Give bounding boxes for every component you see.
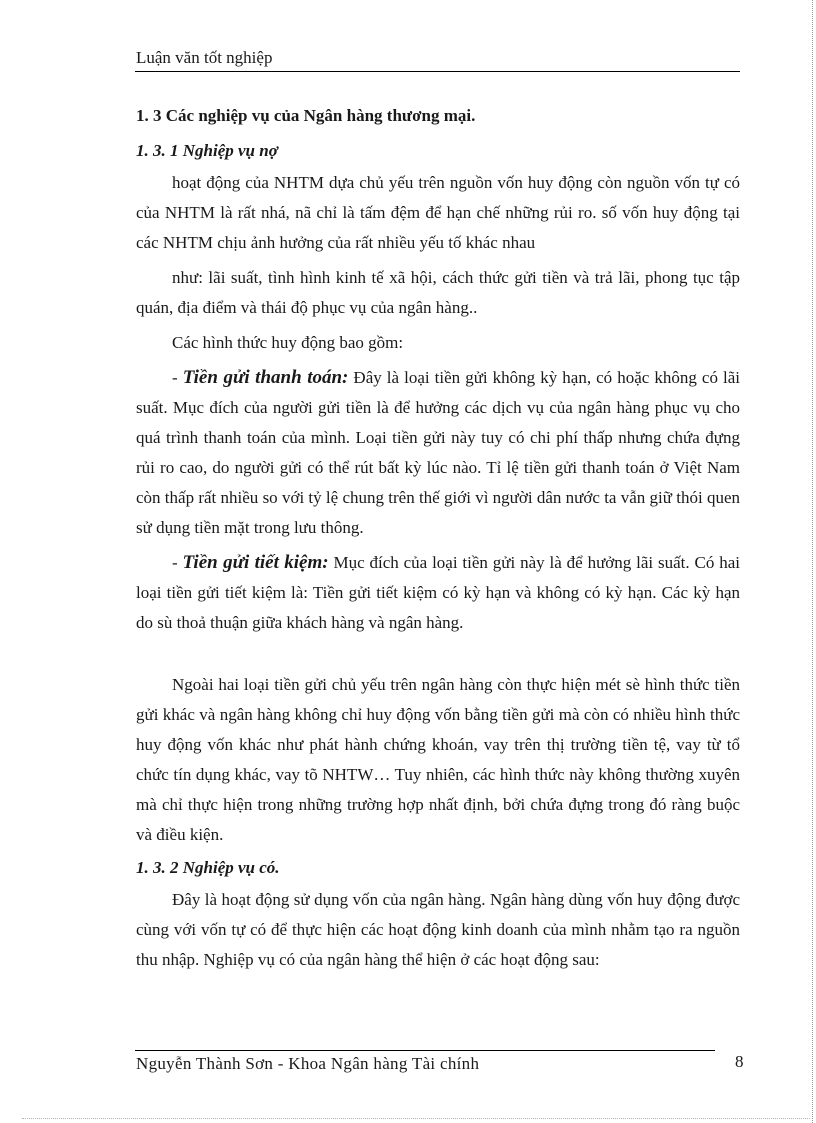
item-text: Mục đích của loại tiền gửi này là để hưởng lãi suất. Có hai loại tiền gửi tiết kiệm là: Tiền gửi tiết kiệm có kỳ hạn và không có kỳ hạn. Các kỳ hạn do sù thoả thuận giữa khách hàng và ngân hàng. xyxy=(136,553,740,632)
running-footer: Nguyễn Thành Sơn - Khoa Ngân hàng Tài chính xyxy=(136,1054,480,1073)
section-heading: 1. 3 Các nghiệp vụ của Ngân hàng thương mại. xyxy=(136,106,476,125)
running-header: Luận văn tốt nghiệp xyxy=(136,48,273,67)
paragraph: Các hình thức huy động bao gồm: xyxy=(172,333,404,352)
list-dash: - xyxy=(172,368,183,387)
page-number: 8 xyxy=(735,1052,744,1071)
subsection-heading-liabilities: 1. 3. 1 Nghiệp vụ nợ xyxy=(136,141,278,160)
term-savings-deposit: Tiền gửi tiết kiệm: xyxy=(182,552,329,573)
item-text: Đây là loại tiền gửi không kỳ hạn, có hoặc không có lãi suất. Mục đích của người gửi tiền là để hưởng các dịch vụ của ngân hàng phục vụ cho quá trình thanh toán của mình. Loại tiền gửi này tuy có chi phí thấp nhưng chứa đựng rủi ro cao, do người gửi có thể rút bất kỳ lúc nào. Tỉ lệ tiền gửi thanh toán ở Việt Nam còn thấp rất nhiều so với tỷ lệ chung trên thế giới vì người dân nước ta vẫn giữ thói quen sử dụng tiền mặt trong lưu thông. xyxy=(136,368,741,537)
footer-rule xyxy=(135,1050,715,1051)
term-demand-deposit: Tiền gửi thanh toán: xyxy=(182,367,349,388)
page-body xyxy=(136,98,740,975)
list-dash: - xyxy=(172,553,183,572)
paragraph: như: lãi suất, tình hình kinh tế xã hội, cách thức gửi tiền và trả lãi, phong tục tập quán, địa điểm và thái độ phục vụ của ngân hàng.. xyxy=(136,268,740,317)
list-item-demand-deposit xyxy=(136,363,740,543)
header-rule xyxy=(135,71,740,72)
paragraph: Ngoài hai loại tiền gửi chủ yếu trên ngân hàng còn thực hiện mét sè hình thức tiền gửi khác và ngân hàng không chỉ huy động vốn bằng tiền gửi mà còn có nhiều hình thức huy động vốn khác như phát hành chứng khoán, vay trên thị trường tiền tệ, vay từ tổ chức tín dụng khác, vay tõ NHTW… Tuy nhiên, các hình thức này không thường xuyên mà chỉ thực hiện trong những trường hợp nhất định, bởi chứa đựng trong đó ràng buộc và điều kiện. xyxy=(136,675,740,844)
page-bottom-edge xyxy=(22,1118,810,1119)
paragraph: hoạt động của NHTM dựa chủ yếu trên nguồn vốn huy động còn nguồn vốn tự có của NHTM là rất nhá, nã chỉ là tấm đệm để hạn chế những rủi ro. số vốn huy động tại các NHTM chịu ảnh hưởng của rất nhiều yếu tố khác nhau xyxy=(136,173,740,252)
paragraph: Đây là hoạt động sử dụng vốn của ngân hàng. Ngân hàng dùng vốn huy động được cùng với vốn tự có để thực hiện các hoạt động kinh doanh của mình nhằm tạo ra nguồn thu nhập. Nghiệp vụ có của ngân hàng thể hiện ở các hoạt động sau: xyxy=(136,890,740,969)
list-item-savings-deposit xyxy=(136,548,740,638)
subsection-heading-assets: 1. 3. 2 Nghiệp vụ có. xyxy=(136,858,280,877)
